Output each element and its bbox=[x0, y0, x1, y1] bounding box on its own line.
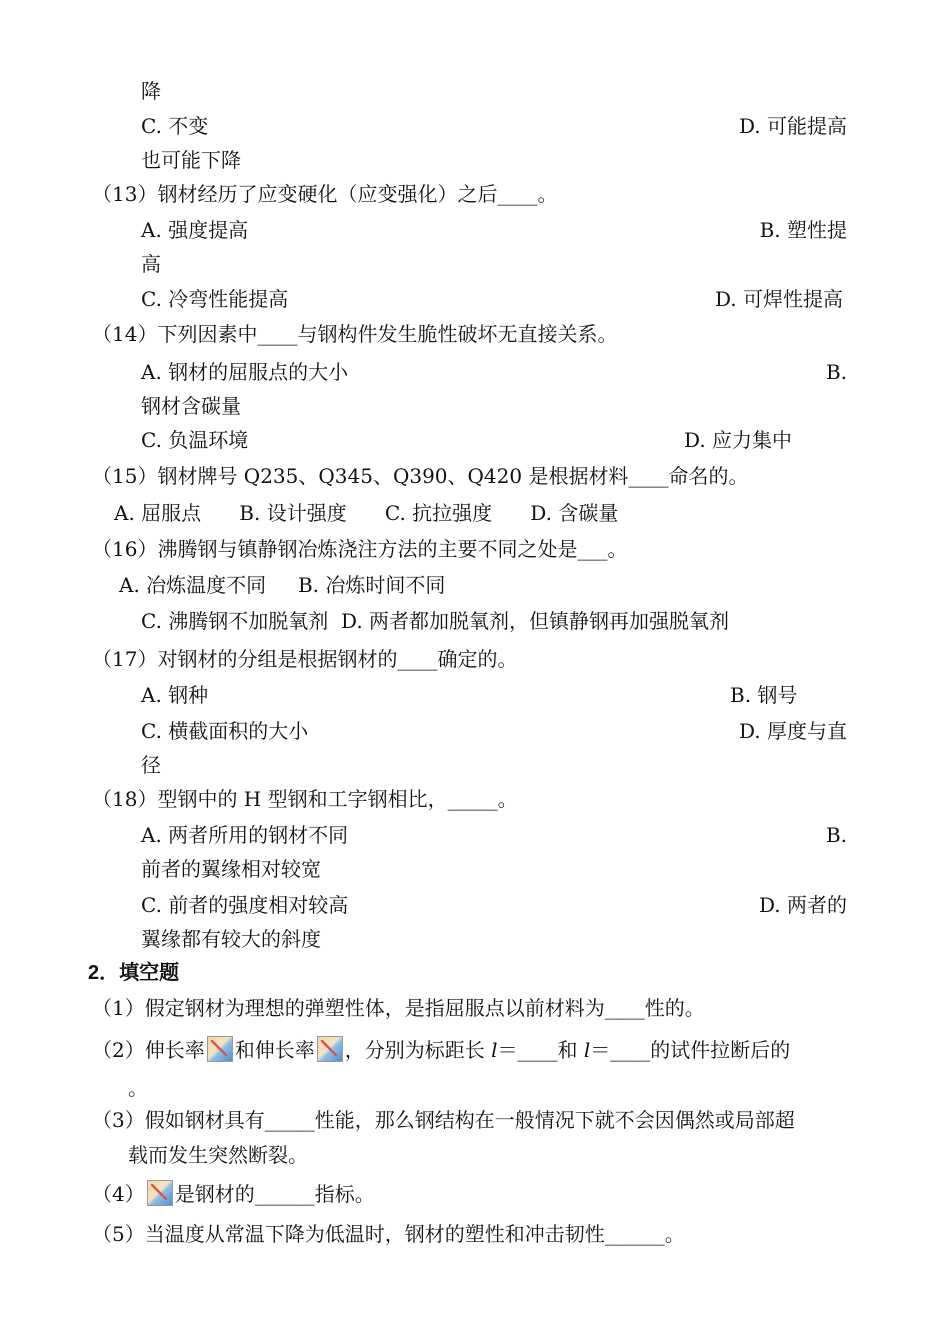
option-d: D. 两者的 bbox=[758, 893, 847, 917]
section-heading: 2．填空题 bbox=[88, 962, 180, 984]
question-14: （14）下列因素中____与钢构件发生脆性破坏无直接关系。 bbox=[92, 322, 618, 346]
option-a: A. 钢种 bbox=[141, 683, 209, 707]
option-d: D. 可能提高 bbox=[738, 114, 847, 138]
variable-l: l bbox=[491, 1038, 498, 1062]
fill-question-4 bbox=[92, 1180, 375, 1206]
question-text: 和伸长率 bbox=[234, 1038, 315, 1062]
question-text: 是钢材的______指标。 bbox=[174, 1182, 375, 1206]
option-d: D. 厚度与直 bbox=[738, 719, 847, 743]
option-c: C. 冷弯性能提高 bbox=[141, 287, 289, 311]
question-17: （17）对钢材的分组是根据钢材的____确定的。 bbox=[92, 647, 518, 671]
options-row: A. 冶炼温度不同 B. 冶炼时间不同 bbox=[119, 573, 446, 597]
option-b: B. 钢号 bbox=[730, 683, 798, 707]
fill-question-1: （1）假定钢材为理想的弹塑性体，是指屈服点以前材料为____性的。 bbox=[92, 996, 705, 1020]
option-text: 也可能下降 bbox=[141, 148, 241, 172]
option-d: D. 可焊性提高 bbox=[714, 287, 843, 311]
option-c: C. 不变 bbox=[141, 114, 209, 138]
option-d: D. 应力集中 bbox=[684, 428, 793, 452]
fill-question-3: （3）假如钢材具有_____性能，那么钢结构在一般情况下就不会因偶然或局部超 bbox=[92, 1108, 795, 1132]
question-text: ＝____的试件拉断后的 bbox=[590, 1038, 791, 1062]
option-text: 径 bbox=[141, 753, 161, 777]
variable-l: l bbox=[583, 1038, 591, 1062]
option-text: 高 bbox=[141, 252, 161, 276]
option-text: 钢材含碳量 bbox=[141, 394, 241, 418]
broken-image-icon bbox=[147, 1180, 173, 1206]
question-18: （18）型钢中的 H 型钢和工字钢相比，_____。 bbox=[92, 787, 518, 811]
option-c: C. 负温环境 bbox=[141, 428, 249, 452]
question-13: （13）钢材经历了应变硬化（应变强化）之后____。 bbox=[92, 182, 558, 206]
question-text: 。 bbox=[128, 1076, 148, 1100]
question-text: （4） bbox=[92, 1182, 145, 1206]
fill-question-5: （5）当温度从常温下降为低温时，钢材的塑性和冲击韧性______。 bbox=[92, 1222, 685, 1246]
option-c: C. 横截面积的大小 bbox=[141, 719, 309, 743]
question-text: ＝____和 bbox=[497, 1038, 584, 1062]
option-a: A. 两者所用的钢材不同 bbox=[141, 823, 349, 847]
fill-question-2 bbox=[92, 1036, 790, 1062]
option-text: 前者的翼缘相对较宽 bbox=[141, 857, 321, 881]
question-text: （2）伸长率 bbox=[92, 1038, 205, 1062]
option-c: C. 前者的强度相对较高 bbox=[141, 893, 349, 917]
option-a: A. 钢材的屈服点的大小 bbox=[141, 360, 349, 384]
option-b: B. bbox=[825, 823, 847, 847]
question-16: （16）沸腾钢与镇静钢冶炼浇注方法的主要不同之处是___。 bbox=[92, 537, 628, 561]
question-text: ，分别为标距长 bbox=[344, 1038, 492, 1062]
option-a: A. 强度提高 bbox=[141, 218, 249, 242]
question-text: 载而发生突然断裂。 bbox=[128, 1143, 308, 1167]
broken-image-icon bbox=[207, 1036, 233, 1062]
broken-image-icon bbox=[317, 1036, 343, 1062]
option-b: B. bbox=[825, 360, 847, 384]
option-b: B. 塑性提 bbox=[759, 218, 847, 242]
options-row: C. 沸腾钢不加脱氧剂 D. 两者都加脱氧剂，但镇静钢再加强脱氧剂 bbox=[141, 609, 730, 633]
option-text: 降 bbox=[141, 79, 161, 103]
options-row: A. 屈服点 B. 设计强度 C. 抗拉强度 D. 含碳量 bbox=[114, 501, 619, 525]
question-15: （15）钢材牌号 Q235、Q345、Q390、Q420 是根据材料____命名的。 bbox=[92, 464, 749, 488]
option-text: 翼缘都有较大的斜度 bbox=[141, 927, 321, 951]
